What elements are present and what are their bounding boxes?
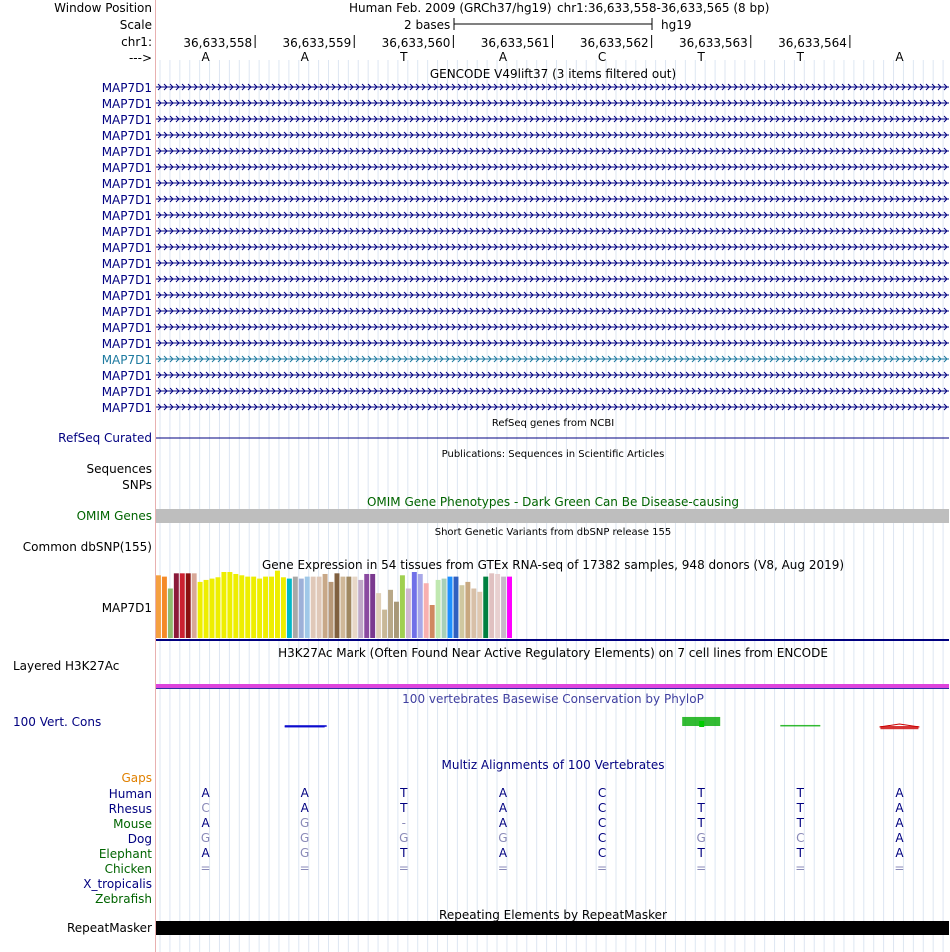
refseq-track-label[interactable]: RefSeq Curated bbox=[58, 431, 152, 445]
gtex-tissue-bar bbox=[186, 573, 191, 638]
coordinate-label: 36,633,560 bbox=[381, 36, 451, 50]
reference-base: C bbox=[597, 50, 607, 64]
reference-base: T bbox=[400, 50, 408, 64]
species-label: Chicken bbox=[104, 862, 152, 876]
gtex-tissue-bar bbox=[323, 574, 328, 638]
gtex-track-label[interactable]: MAP7D1 bbox=[101, 601, 152, 615]
gtex-tissue-bar bbox=[495, 574, 500, 638]
phylop-peak-marker bbox=[699, 721, 704, 727]
gtex-tissue-bar bbox=[388, 590, 393, 638]
gtex-track[interactable] bbox=[156, 571, 949, 640]
scale-text: 2 bases bbox=[404, 18, 451, 32]
gtex-tissue-bar bbox=[430, 605, 435, 638]
gene-label[interactable]: MAP7D1 bbox=[101, 289, 152, 303]
gtex-tissue-bar bbox=[364, 574, 369, 638]
gtex-tissue-bar bbox=[299, 579, 304, 638]
gtex-tissue-bar bbox=[192, 573, 197, 638]
aligned-base: A bbox=[895, 831, 904, 845]
coordinate-label: 36,633,559 bbox=[282, 36, 352, 50]
gtex-tissue-bar bbox=[352, 577, 357, 638]
gene-label[interactable]: MAP7D1 bbox=[101, 273, 152, 287]
gtex-title: Gene Expression in 54 tissues from GTEx RNA-seq of 17382 samples, 948 donors (V8, Aug 2019) bbox=[261, 558, 845, 572]
aligned-base: C bbox=[597, 846, 607, 860]
gtex-tissue-bar bbox=[394, 602, 399, 638]
omim-track[interactable] bbox=[156, 509, 949, 523]
gtex-tissue-bar bbox=[162, 577, 167, 638]
aligned-base: A bbox=[201, 846, 210, 860]
aligned-base: T bbox=[697, 846, 705, 860]
species-label: Elephant bbox=[98, 847, 152, 861]
gtex-tissue-bar bbox=[293, 577, 298, 638]
aligned-base: G bbox=[300, 831, 310, 845]
aligned-base: T bbox=[697, 801, 705, 815]
gene-label[interactable]: MAP7D1 bbox=[101, 129, 152, 143]
gtex-tissue-bar bbox=[317, 577, 322, 638]
species-label: Human bbox=[108, 787, 152, 801]
aligned-base: A bbox=[498, 816, 508, 830]
reference-base: A bbox=[498, 50, 508, 64]
gtex-tissue-bar bbox=[376, 593, 381, 638]
db-text: hg19 bbox=[661, 18, 692, 32]
refseq-title: RefSeq genes from NCBI bbox=[491, 418, 615, 429]
publications-track-label[interactable]: Sequences bbox=[86, 462, 152, 476]
gene-label[interactable]: MAP7D1 bbox=[101, 193, 152, 207]
aligned-base: G bbox=[300, 816, 310, 830]
gene-label[interactable]: MAP7D1 bbox=[101, 257, 152, 271]
snps-track-label[interactable]: SNPs bbox=[122, 478, 152, 492]
gene-label[interactable]: MAP7D1 bbox=[101, 161, 152, 175]
gencode-track[interactable] bbox=[156, 84, 949, 410]
h3k27ac-title: H3K27Ac Mark (Often Found Near Active Regulatory Elements) on 7 cell lines from ENCODE bbox=[278, 646, 828, 660]
coordinate-label: 36,633,564 bbox=[778, 36, 847, 50]
gtex-tissue-bar bbox=[442, 579, 447, 638]
coordinate-label: 36,633,562 bbox=[579, 36, 649, 50]
gtex-tissue-bar bbox=[180, 573, 185, 638]
phylop-title: 100 vertebrates Basewise Conservation by PhyloP bbox=[402, 692, 704, 706]
aligned-base: = bbox=[795, 861, 806, 875]
gtex-tissue-bar bbox=[216, 577, 221, 638]
aligned-base: C bbox=[597, 801, 607, 815]
gene-label[interactable]: MAP7D1 bbox=[101, 337, 152, 351]
aligned-base: G bbox=[696, 831, 706, 845]
gtex-tissue-bar bbox=[204, 580, 209, 638]
h3k27ac-track-label[interactable]: Layered H3K27Ac bbox=[13, 659, 120, 673]
species-label: Zebrafish bbox=[95, 892, 152, 906]
gtex-tissue-bar bbox=[269, 577, 274, 638]
dbsnp-track-label[interactable]: Common dbSNP(155) bbox=[22, 540, 152, 554]
gtex-tissue-bar bbox=[459, 585, 464, 638]
chromosome-label: chr1: bbox=[121, 35, 152, 49]
species-label: Dog bbox=[127, 832, 152, 846]
repeat-element bbox=[156, 921, 949, 935]
aligned-base: = bbox=[200, 861, 211, 875]
gtex-tissue-bar bbox=[221, 572, 226, 638]
gene-label[interactable]: MAP7D1 bbox=[101, 209, 152, 223]
reference-base: A bbox=[300, 50, 309, 64]
gtex-tissue-bar bbox=[370, 574, 375, 638]
repeatmasker-track[interactable] bbox=[156, 921, 949, 935]
window-position-label: Window Position bbox=[54, 1, 152, 15]
aligned-base: T bbox=[796, 786, 804, 800]
aligned-base: A bbox=[895, 786, 904, 800]
gtex-tissue-bar bbox=[239, 575, 244, 638]
strand-label: ---> bbox=[128, 51, 152, 65]
aligned-base: C bbox=[201, 801, 210, 815]
gene-label[interactable]: MAP7D1 bbox=[101, 81, 152, 95]
aligned-base: C bbox=[597, 786, 607, 800]
gtex-tissue-bar bbox=[406, 589, 411, 639]
gene-label[interactable]: MAP7D1 bbox=[101, 177, 152, 191]
aligned-base: C bbox=[796, 831, 805, 845]
gtex-tissue-bar bbox=[174, 573, 179, 638]
aligned-base: T bbox=[796, 801, 804, 815]
gtex-tissue-bar bbox=[465, 582, 470, 638]
species-label: X_tropicalis bbox=[83, 877, 152, 891]
multiz-track[interactable] bbox=[201, 786, 905, 875]
aligned-base: = bbox=[299, 861, 310, 875]
aligned-base: A bbox=[201, 816, 210, 830]
aligned-base: = bbox=[597, 861, 608, 875]
aligned-base: A bbox=[498, 786, 508, 800]
coordinate-label: 36,633,558 bbox=[183, 36, 253, 50]
gtex-tissue-bar bbox=[275, 571, 280, 638]
h3k27ac-track[interactable] bbox=[156, 684, 949, 689]
aligned-base: T bbox=[400, 786, 408, 800]
aligned-base: G bbox=[300, 846, 310, 860]
species-label: Mouse bbox=[113, 817, 152, 831]
gene-label[interactable]: MAP7D1 bbox=[101, 113, 152, 127]
gene-label[interactable]: MAP7D1 bbox=[101, 225, 152, 239]
omim-feature bbox=[156, 509, 949, 523]
reference-base: A bbox=[201, 50, 210, 64]
gtex-tissue-bar bbox=[305, 577, 310, 638]
gaps-label: Gaps bbox=[121, 771, 152, 785]
gtex-tissue-bar bbox=[311, 577, 316, 638]
gtex-tissue-bar bbox=[471, 589, 476, 639]
aligned-base: T bbox=[796, 816, 804, 830]
gtex-tissue-bar bbox=[233, 574, 238, 638]
aligned-base: G bbox=[498, 831, 508, 845]
gene-label[interactable]: MAP7D1 bbox=[101, 241, 152, 255]
gtex-tissue-bar bbox=[281, 577, 286, 638]
aligned-base: G bbox=[200, 831, 211, 845]
aligned-base: A bbox=[300, 786, 309, 800]
gene-label[interactable]: MAP7D1 bbox=[101, 321, 152, 335]
gtex-tissue-bar bbox=[400, 575, 405, 638]
gtex-tissue-bar bbox=[329, 582, 334, 638]
gene-label[interactable]: MAP7D1 bbox=[101, 369, 152, 383]
multiz-title: Multiz Alignments of 100 Vertebrates bbox=[441, 758, 665, 772]
gtex-tissue-bar bbox=[418, 574, 423, 638]
aligned-base: = bbox=[894, 861, 905, 875]
gencode-title: GENCODE V49lift37 (3 items filtered out) bbox=[429, 67, 677, 81]
gene-label[interactable]: MAP7D1 bbox=[101, 145, 152, 159]
repeatmasker-track-label[interactable]: RepeatMasker bbox=[66, 921, 152, 935]
species-label: Rhesus bbox=[108, 802, 152, 816]
gene-label[interactable]: MAP7D1 bbox=[101, 353, 152, 367]
gtex-tissue-bar bbox=[483, 577, 488, 638]
gtex-tissue-bar bbox=[210, 579, 215, 638]
gtex-tissue-bar bbox=[340, 577, 345, 638]
gtex-tissue-bar bbox=[424, 583, 429, 638]
gtex-tissue-bar bbox=[436, 580, 441, 638]
omim-track-label[interactable]: OMIM Genes bbox=[76, 509, 152, 523]
gtex-tissue-bar bbox=[287, 579, 292, 638]
gtex-tissue-bar bbox=[263, 577, 268, 638]
reference-base: A bbox=[895, 50, 904, 64]
aligned-base: A bbox=[895, 846, 904, 860]
aligned-base: = bbox=[696, 861, 707, 875]
gene-label[interactable]: MAP7D1 bbox=[101, 401, 152, 415]
h3k27ac-signal bbox=[156, 684, 949, 688]
aligned-base: T bbox=[697, 816, 705, 830]
publications-title: Publications: Sequences in Scientific Articles bbox=[441, 449, 665, 460]
dbsnp-title: Short Genetic Variants from dbSNP release 155 bbox=[434, 527, 672, 538]
aligned-base: T bbox=[796, 846, 804, 860]
aligned-base: = bbox=[398, 861, 409, 875]
aligned-base: A bbox=[498, 801, 508, 815]
gtex-tissue-bar bbox=[198, 582, 203, 638]
coordinate-label: 36,633,561 bbox=[480, 36, 550, 50]
gtex-tissue-bar bbox=[156, 575, 161, 638]
gtex-tissue-bar bbox=[412, 572, 417, 638]
phylop-score-bar bbox=[780, 725, 820, 727]
aligned-base: T bbox=[400, 846, 408, 860]
gene-label[interactable]: MAP7D1 bbox=[101, 385, 152, 399]
reference-base: T bbox=[697, 50, 705, 64]
scale-label: Scale bbox=[119, 18, 152, 32]
gtex-tissue-bar bbox=[251, 577, 256, 638]
gtex-tissue-bar bbox=[346, 577, 351, 638]
aligned-base: A bbox=[498, 846, 508, 860]
gtex-tissue-bar bbox=[454, 577, 459, 638]
aligned-base: A bbox=[895, 816, 904, 830]
coordinate-label: 36,633,563 bbox=[679, 36, 748, 50]
ruler bbox=[183, 18, 904, 64]
gtex-tissue-bar bbox=[448, 577, 453, 638]
gtex-tissue-bar bbox=[489, 573, 494, 638]
aligned-base: A bbox=[895, 801, 904, 815]
omim-title: OMIM Gene Phenotypes - Dark Green Can Be Disease-causing bbox=[366, 495, 740, 509]
aligned-base: T bbox=[400, 801, 408, 815]
repeatmasker-title: Repeating Elements by RepeatMasker bbox=[439, 908, 667, 922]
gene-label[interactable]: MAP7D1 bbox=[101, 97, 152, 111]
gtex-tissue-bar bbox=[507, 577, 512, 638]
gtex-tissue-bar bbox=[358, 580, 363, 638]
assembly-text: Human Feb. 2009 (GRCh37/hg19) bbox=[349, 1, 552, 15]
aligned-base: G bbox=[399, 831, 409, 845]
aligned-base: C bbox=[597, 816, 607, 830]
aligned-base: A bbox=[300, 801, 309, 815]
gene-label[interactable]: MAP7D1 bbox=[101, 305, 152, 319]
gtex-tissue-bar bbox=[477, 592, 482, 638]
gtex-tissue-bar bbox=[382, 610, 387, 638]
position-text: chr1:36,633,558-36,633,565 (8 bp) bbox=[557, 1, 770, 15]
aligned-base: A bbox=[201, 786, 210, 800]
gtex-tissue-bar bbox=[227, 572, 232, 638]
gtex-tissue-bar bbox=[501, 577, 506, 638]
aligned-base: T bbox=[697, 786, 705, 800]
gtex-tissue-bar bbox=[257, 579, 262, 638]
reference-base: T bbox=[796, 50, 804, 64]
gtex-tissue-bar bbox=[168, 589, 173, 639]
phylop-track-label[interactable]: 100 Vert. Cons bbox=[13, 715, 102, 729]
aligned-base: - bbox=[401, 816, 406, 830]
gtex-tissue-bar bbox=[335, 573, 340, 638]
aligned-base: = bbox=[497, 861, 508, 875]
gtex-tissue-bar bbox=[245, 577, 250, 638]
aligned-base: C bbox=[597, 831, 607, 845]
